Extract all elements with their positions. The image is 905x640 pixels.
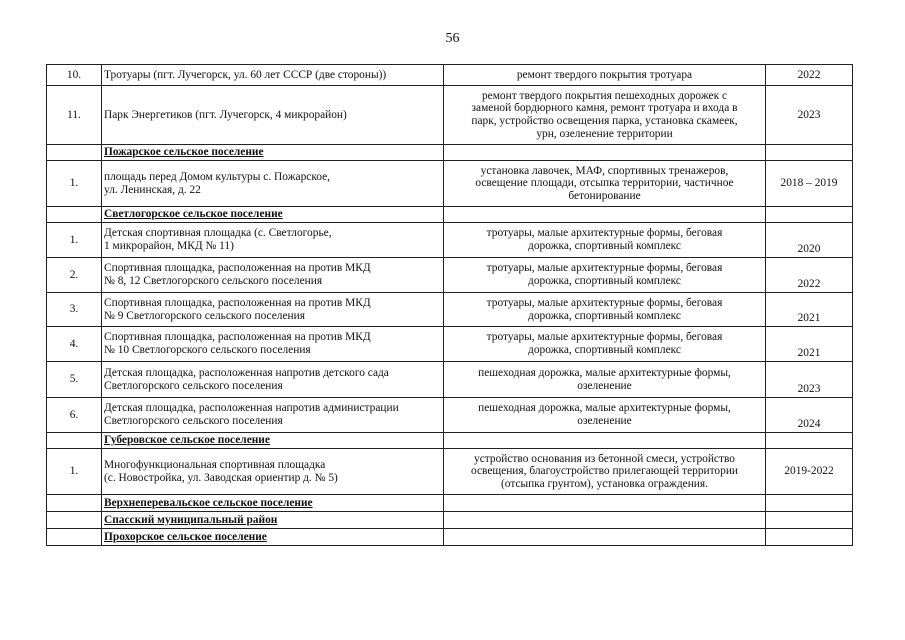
row-number: 10. xyxy=(47,65,102,86)
table-cell-empty xyxy=(766,145,853,161)
work-description: пешеходная дорожка, малые архитектурные формы, озеленение xyxy=(444,398,766,433)
table-cell-empty xyxy=(47,207,102,223)
page-number: 56 xyxy=(445,31,460,46)
implementation-year: 2024 xyxy=(766,398,853,433)
table-cell-empty xyxy=(47,433,102,449)
object-name: Детская спортивная площадка (с. Светлогорье, 1 микрорайон, МКД № 11) xyxy=(102,223,444,258)
improvement-objects-table xyxy=(46,64,853,546)
implementation-year: 2023 xyxy=(766,86,853,145)
table-row xyxy=(47,161,853,207)
section-header-row xyxy=(47,512,853,529)
object-name: Спортивная площадка, расположенная на против МКД № 10 Светлогорского сельского поселения xyxy=(102,327,444,362)
table-body xyxy=(47,65,853,546)
table-row xyxy=(47,223,853,258)
object-name: площадь перед Домом культуры с. Пожарское, ул. Ленинская, д. 22 xyxy=(102,161,444,207)
row-number: 1. xyxy=(47,161,102,207)
object-name: Детская площадка, расположенная напротив детского сада Светлогорского сельского поселения xyxy=(102,362,444,398)
table-cell-empty xyxy=(444,512,766,529)
section-title: Спасский муниципальный район xyxy=(102,512,444,529)
work-description: тротуары, малые архитектурные формы, беговая дорожка, спортивный комплекс xyxy=(444,223,766,258)
object-name: Детская площадка, расположенная напротив администрации Светлогорского сельского поселения xyxy=(102,398,444,433)
work-description: устройство основания из бетонной смеси, устройство освещения, благоустройство прилегающей территории (отсыпка грунтом), установка ограждения. xyxy=(444,449,766,495)
section-header-row xyxy=(47,145,853,161)
table-cell-empty xyxy=(47,495,102,512)
table-row xyxy=(47,327,853,362)
work-description: ремонт твердого покрытия тротуара xyxy=(444,65,766,86)
table-cell-empty xyxy=(444,207,766,223)
section-header-row xyxy=(47,433,853,449)
table-cell-empty xyxy=(444,529,766,546)
object-name: Спортивная площадка, расположенная на против МКД № 9 Светлогорского сельского поселения xyxy=(102,293,444,327)
implementation-year: 2022 xyxy=(766,258,853,293)
section-title: Светлогорское сельское поселение xyxy=(102,207,444,223)
work-description: тротуары, малые архитектурные формы, беговая дорожка, спортивный комплекс xyxy=(444,258,766,293)
table-cell-empty xyxy=(766,529,853,546)
section-title: Пожарское сельское поселение xyxy=(102,145,444,161)
table-cell-empty xyxy=(47,512,102,529)
table-row xyxy=(47,293,853,327)
table-row xyxy=(47,398,853,433)
row-number: 1. xyxy=(47,223,102,258)
object-name: Спортивная площадка, расположенная на против МКД № 8, 12 Светлогорского сельского поселения xyxy=(102,258,444,293)
work-description: тротуары, малые архитектурные формы, беговая дорожка, спортивный комплекс xyxy=(444,327,766,362)
table-cell-empty xyxy=(444,433,766,449)
table-cell-empty xyxy=(47,145,102,161)
object-name: Многофункциональная спортивная площадка (с. Новостройка, ул. Заводская ориентир д. № 5) xyxy=(102,449,444,495)
work-description: тротуары, малые архитектурные формы, беговая дорожка, спортивный комплекс xyxy=(444,293,766,327)
row-number: 1. xyxy=(47,449,102,495)
table-cell-empty xyxy=(444,145,766,161)
implementation-year: 2020 xyxy=(766,223,853,258)
section-header-row xyxy=(47,495,853,512)
section-header-row xyxy=(47,529,853,546)
implementation-year: 2019-2022 xyxy=(766,449,853,495)
table-row xyxy=(47,65,853,86)
implementation-year: 2022 xyxy=(766,65,853,86)
row-number: 4. xyxy=(47,327,102,362)
implementation-year: 2018 – 2019 xyxy=(766,161,853,207)
section-header-row xyxy=(47,207,853,223)
table-row xyxy=(47,362,853,398)
row-number: 2. xyxy=(47,258,102,293)
work-description: ремонт твердого покрытия пешеходных дорожек с заменой бордюрного камня, ремонт тротуара и входа в парк, устройство освещения парка, установка скамеек, урн, озеленение территории xyxy=(444,86,766,145)
row-number: 3. xyxy=(47,293,102,327)
row-number: 11. xyxy=(47,86,102,145)
implementation-year: 2021 xyxy=(766,293,853,327)
object-name: Тротуары (пгт. Лучегорск, ул. 60 лет СССР (две стороны)) xyxy=(102,65,444,86)
table-row xyxy=(47,86,853,145)
row-number: 6. xyxy=(47,398,102,433)
object-name: Парк Энергетиков (пгт. Лучегорск, 4 микрорайон) xyxy=(102,86,444,145)
work-description: пешеходная дорожка, малые архитектурные формы, озеленение xyxy=(444,362,766,398)
table-row xyxy=(47,449,853,495)
table-cell-empty xyxy=(766,207,853,223)
implementation-year: 2021 xyxy=(766,327,853,362)
section-title: Губеровское сельское поселение xyxy=(102,433,444,449)
implementation-year: 2023 xyxy=(766,362,853,398)
table-cell-empty xyxy=(766,512,853,529)
work-description: установка лавочек, МАФ, спортивных тренажеров, освещение площади, отсыпка территории, частичное бетонирование xyxy=(444,161,766,207)
row-number: 5. xyxy=(47,362,102,398)
table-cell-empty xyxy=(47,529,102,546)
section-title: Прохорское сельское поселение xyxy=(102,529,444,546)
table-cell-empty xyxy=(766,433,853,449)
table-cell-empty xyxy=(766,495,853,512)
section-title: Верхнеперевальское сельское поселение xyxy=(102,495,444,512)
table-cell-empty xyxy=(444,495,766,512)
table-row xyxy=(47,258,853,293)
